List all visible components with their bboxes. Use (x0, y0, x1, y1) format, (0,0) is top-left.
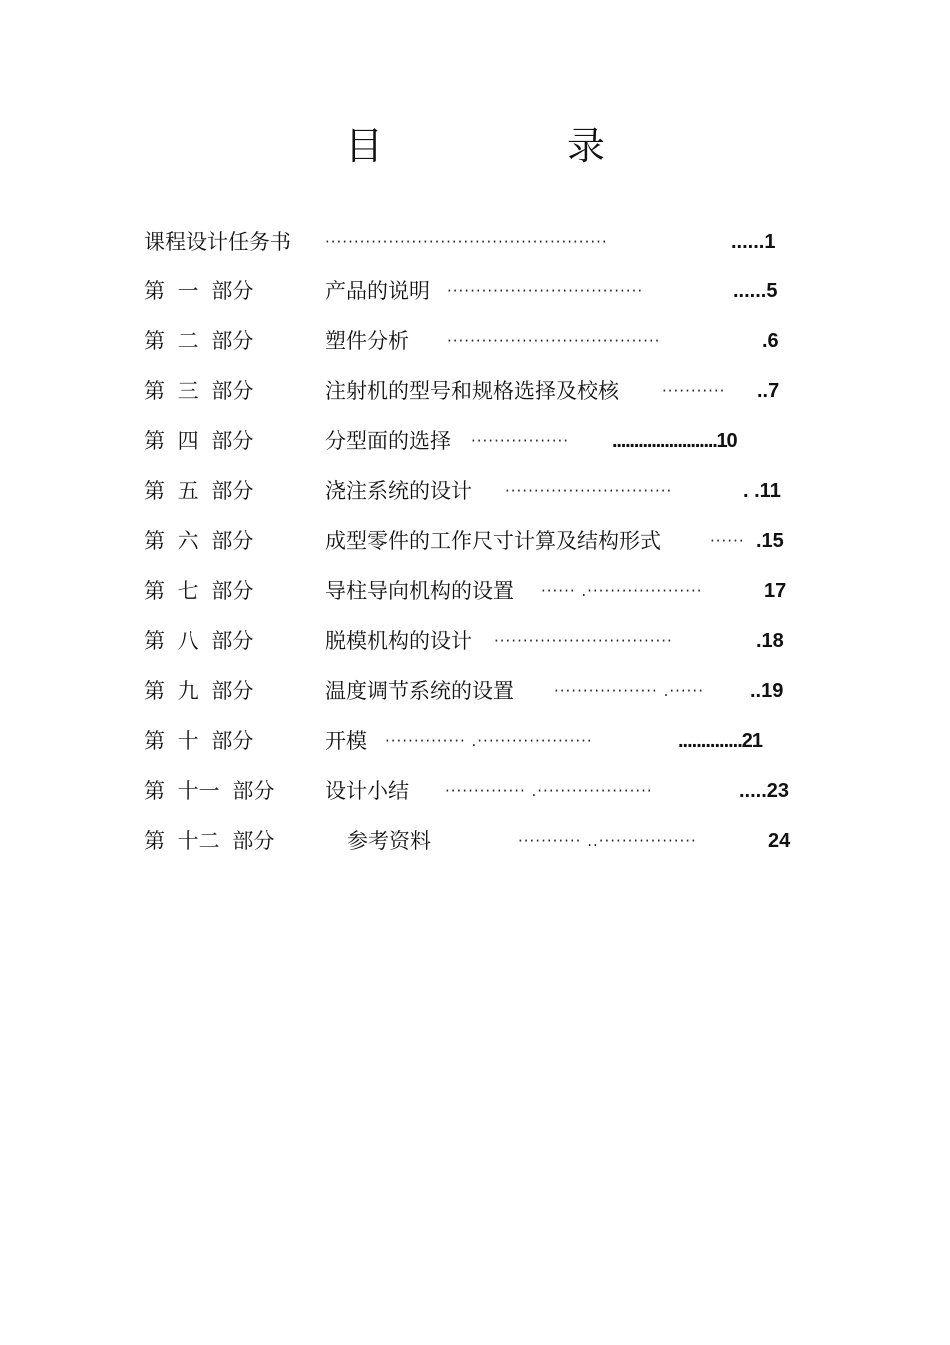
toc-entry-part-3[interactable] (0, 376, 950, 406)
toc-part-label: 第 三 部分 (144, 379, 254, 403)
toc-page-number: ..7 (757, 380, 780, 402)
toc-part-label: 第 十一 部分 (144, 779, 275, 803)
toc-entry-part-7[interactable] (0, 576, 950, 606)
toc-page-number: ..19 (750, 680, 784, 702)
toc-section-title: 导柱导向机构的设置 (325, 579, 514, 603)
toc-section-title: 成型零件的工作尺寸计算及结构形式 (325, 529, 661, 553)
toc-section-title: 分型面的选择 (325, 429, 451, 453)
toc-section-title: 产品的说明 (325, 279, 430, 303)
toc-page-number: . .11 (743, 480, 781, 502)
toc-page-number: .15 (756, 530, 784, 552)
toc-dot-leader: ·············· .···················· (385, 732, 593, 750)
toc-entry-part-5[interactable] (0, 476, 950, 506)
toc-page-number: ..............21 (678, 730, 763, 752)
toc-section-title: 设计小结 (325, 779, 409, 803)
toc-section-title: 开模 (325, 729, 367, 753)
toc-page-number: ........................10 (612, 430, 737, 452)
toc-section-title: 注射机的型号和规格选择及校核 (325, 379, 619, 403)
toc-entry-part-2[interactable] (0, 326, 950, 356)
toc-part-label: 第 六 部分 (144, 529, 254, 553)
toc-entry-part-4[interactable] (0, 426, 950, 456)
toc-dot-leader: ····································· (447, 332, 661, 350)
toc-dot-leader: ················································· (325, 233, 608, 251)
toc-entry-assignment[interactable] (0, 227, 950, 257)
toc-page-number: .18 (756, 630, 784, 652)
page-title: 目 录 (344, 124, 692, 168)
toc-page-number: .6 (762, 330, 779, 352)
toc-part-label: 第 一 部分 (144, 279, 254, 303)
toc-entry-part-6[interactable] (0, 526, 950, 556)
toc-section-title: 塑件分析 (325, 329, 409, 353)
toc-entry-part-12[interactable] (0, 826, 950, 856)
toc-section-title: 温度调节系统的设置 (325, 679, 514, 703)
toc-section-title: 参考资料 (347, 829, 431, 853)
toc-dot-leader: ·················· .······ (554, 682, 704, 700)
toc-page-number: 24 (768, 830, 791, 852)
toc-entry-part-9[interactable] (0, 676, 950, 706)
toc-part-label: 课程设计任务书 (144, 230, 291, 254)
toc-page-number: ......1 (731, 231, 776, 253)
toc-part-label: 第 九 部分 (144, 679, 254, 703)
toc-part-label: 第 四 部分 (144, 429, 254, 453)
toc-entry-part-8[interactable] (0, 626, 950, 656)
toc-dot-leader: ······ .···················· (541, 582, 703, 600)
toc-entry-part-11[interactable] (0, 776, 950, 806)
toc-entry-part-1[interactable] (0, 276, 950, 306)
toc-part-label: 第 七 部分 (144, 579, 254, 603)
toc-dot-leader: ··········· (662, 382, 726, 400)
toc-page-number: .....23 (739, 780, 790, 802)
toc-section-title: 脱模机构的设计 (325, 629, 472, 653)
toc-dot-leader: ·············· .···················· (445, 782, 653, 800)
toc-dot-leader: ·································· (447, 282, 644, 300)
toc-dot-leader: ····························· (505, 482, 673, 500)
toc-part-label: 第 十 部分 (144, 729, 254, 753)
toc-page-number: ......5 (733, 280, 778, 302)
toc-dot-leader: ······························· (494, 632, 673, 650)
toc-dot-leader: ······ (710, 532, 745, 550)
toc-section-title: 浇注系统的设计 (325, 479, 472, 503)
toc-entry-part-10[interactable] (0, 726, 950, 756)
toc-part-label: 第 八 部分 (144, 629, 254, 653)
toc-page-number: 17 (764, 580, 787, 602)
toc-dot-leader: ··········· ..················· (518, 832, 697, 850)
toc-part-label: 第 二 部分 (144, 329, 254, 353)
toc-part-label: 第 五 部分 (144, 479, 254, 503)
toc-part-label: 第 十二 部分 (144, 829, 275, 853)
toc-dot-leader: ················· (471, 432, 570, 450)
